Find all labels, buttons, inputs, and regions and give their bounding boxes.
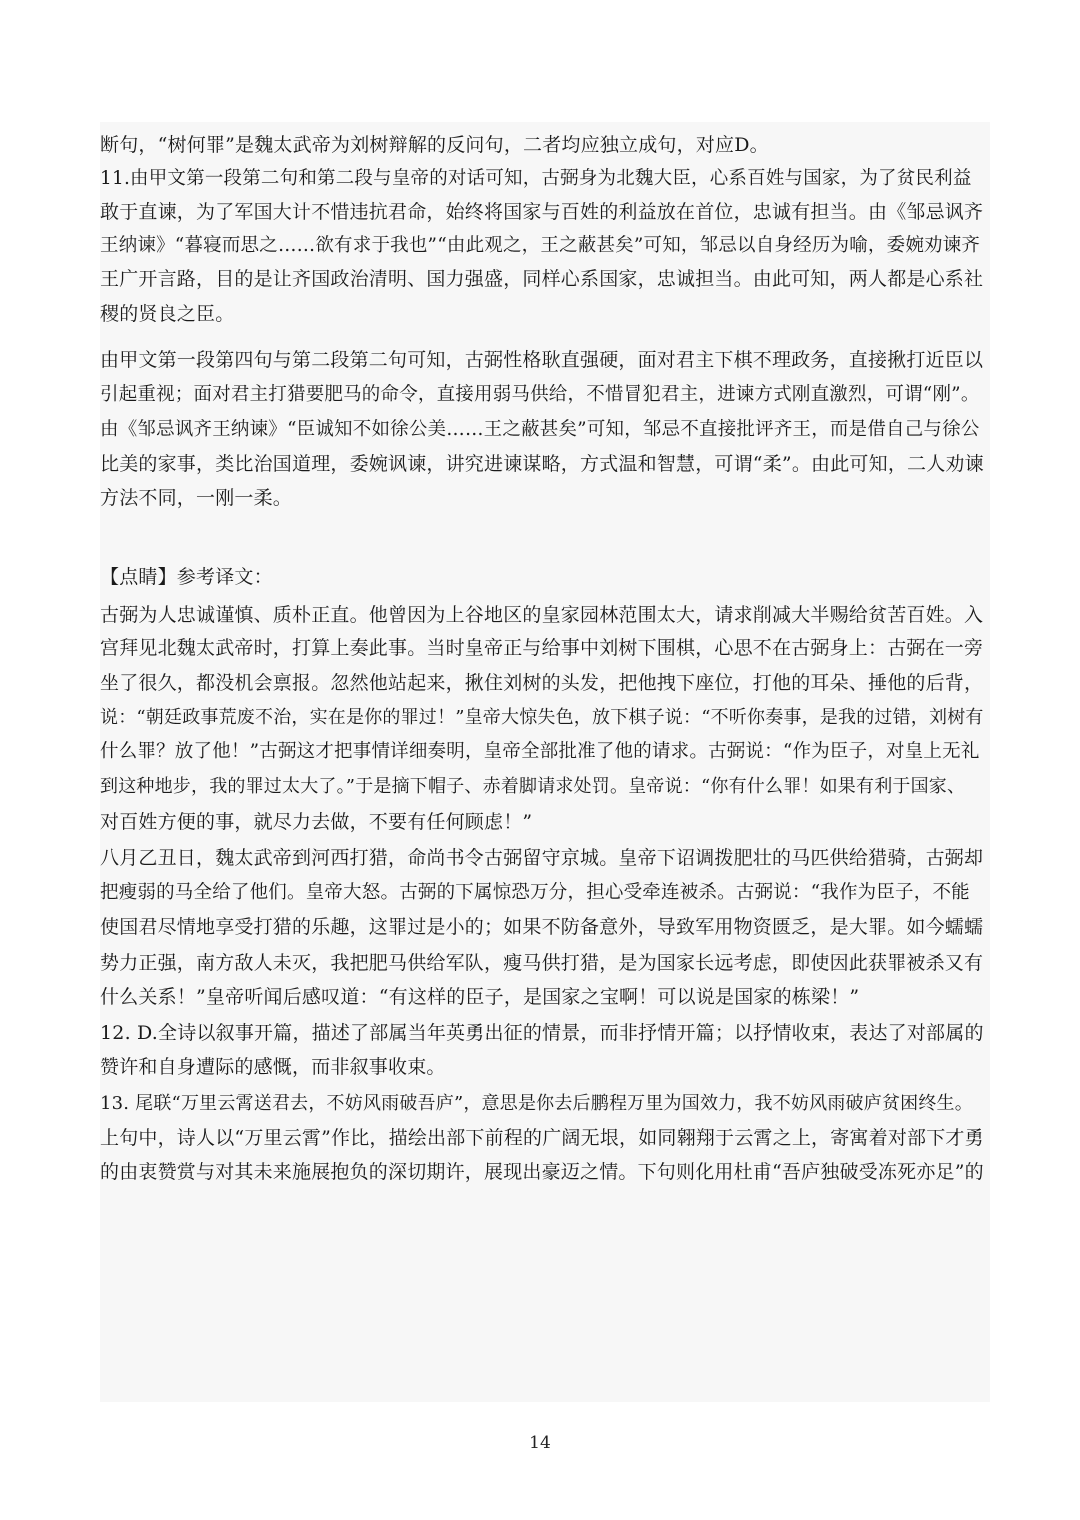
text-line: 12. D.全诗以叙事开篇，描述了部属当年英勇出征的情景，而非抒情开篇；以抒情收束，表达了对部属的 — [100, 1022, 984, 1044]
page-number: 14 — [529, 1433, 551, 1453]
text-line: 势力正强，南方敌人未灭，我把肥马供给军队，瘦马供打猎，是为国家长远考虑，即使因此获罪被杀又有 — [100, 952, 984, 974]
text-line: 方法不同，一刚一柔。 — [100, 487, 293, 509]
text-line: 引起重视；面对君主打猎要肥马的命令，直接用弱马供给，不惜冒犯君主，进谏方式刚直激烈，可谓“刚”。 — [100, 384, 980, 405]
text-line: 对百姓方便的事，就尽力去做，不要有任何顾虑！” — [100, 811, 533, 833]
text-line: 古弼为人忠诚谨慎、质朴正直。他曾因为上谷地区的皇家园林范围太大，请求削减大半赐给贫苦百姓。入 — [100, 604, 984, 626]
text-line: 由《邹忌讽齐王纳谏》“臣诚知不如徐公美……王之蔽甚矣”可知，邹忌不直接批评齐王，而是借自己与徐公 — [100, 419, 980, 440]
text-line: 八月乙丑日，魏太武帝到河西打猎，命尚书令古弼留守京城。皇帝下诏调拨肥壮的马匹供给猎骑，古弼却 — [100, 847, 984, 869]
text-line: 由甲文第一段第四句与第二段第二句可知，古弼性格耿直强硬，面对君主下棋不理政务，直接揪打近臣以 — [100, 349, 984, 371]
text-line: 王纳谏》“暮寝而思之……欲有求于我也”“由此观之，王之蔽甚矣”可知，邹忌以自身经历为喻，委婉劝谏齐 — [100, 235, 981, 256]
text-line: 11.由甲文第一段第二句和第二段与皇帝的对话可知，古弼身为北魏大臣，心系百姓与国家，为了贫民利益 — [100, 168, 972, 189]
text-line: 上句中，诗人以“万里云霄”作比，描绘出部下前程的广阔无垠，如同翱翔于云霄之上，寄寓着对部下才勇 — [100, 1127, 984, 1149]
text-line: 坐了很久，都没机会禀报。忽然他站起来，揪住刘树的头发，把他拽下座位，打他的耳朵、捶他的后背， — [100, 672, 984, 694]
text-line: 【点睛】参考译文： — [100, 566, 273, 588]
text-line: 宫拜见北魏太武帝时，打算上奏此事。当时皇帝正与给事中刘树下围棋，心思不在古弼身上：古弼在一旁 — [100, 637, 984, 659]
text-line: 敢于直谏，为了军国大计不惜违抗君命，始终将国家与百姓的利益放在首位，忠诚有担当。由《邹忌讽齐 — [100, 201, 984, 223]
text-line: 什么罪？放了他！”古弼这才把事情详细奏明，皇帝全部批准了他的请求。古弼说：“作为臣子，对皇上无礼 — [100, 741, 980, 762]
text-line: 什么关系！”皇帝听闻后感叹道：“有这样的臣子，是国家之宝啊！可以说是国家的栋梁！” — [100, 986, 860, 1008]
text-line: 赞许和自身遭际的感慨，而非叙事收束。 — [100, 1056, 446, 1078]
text-line: 到这种地步，我的罪过太大了。”于是摘下帽子、赤着脚请求处罚。皇帝说：“你有什么罪！如果有利于国家、 — [100, 776, 966, 797]
text-line: 的由衷赞赏与对其未来施展抱负的深切期许，展现出豪迈之情。下句则化用杜甫“吾庐独破受冻死亦足”的 — [100, 1161, 984, 1183]
text-line: 说：“朝廷政事荒废不治，实在是你的罪过！”皇帝大惊失色，放下棋子说：“不听你奏事，是我的过错，刘树有 — [100, 707, 984, 728]
page-content — [100, 122, 990, 1402]
text-line: 13. 尾联“万里云霄送君去，不妨风雨破吾庐”，意思是你去后鹏程万里为国效力，我不妨风雨破庐贫困终生。 — [100, 1093, 973, 1114]
text-line: 断句，“树何罪”是魏太武帝为刘树辩解的反问句，二者均应独立成句，对应D。 — [100, 134, 769, 156]
text-line: 使国君尽情地享受打猎的乐趣，这罪过是小的；如果不防备意外，导致军用物资匮乏，是大罪。如今蠕蠕 — [100, 916, 984, 938]
text-line: 王广开言路，目的是让齐国政治清明、国力强盛，同样心系国家，忠诚担当。由此可知，两人都是心系社 — [100, 268, 984, 290]
text-line: 把瘦弱的马全给了他们。皇帝大怒。古弼的下属惊恐万分，担心受牵连被杀。古弼说：“我作为臣子，不能 — [100, 882, 970, 903]
text-line: 比美的家事，类比治国道理，委婉讽谏，讲究进谏谋略，方式温和智慧，可谓“柔”。由此可知，二人劝谏 — [100, 453, 984, 475]
text-line: 稷的贤良之臣。 — [100, 303, 235, 325]
